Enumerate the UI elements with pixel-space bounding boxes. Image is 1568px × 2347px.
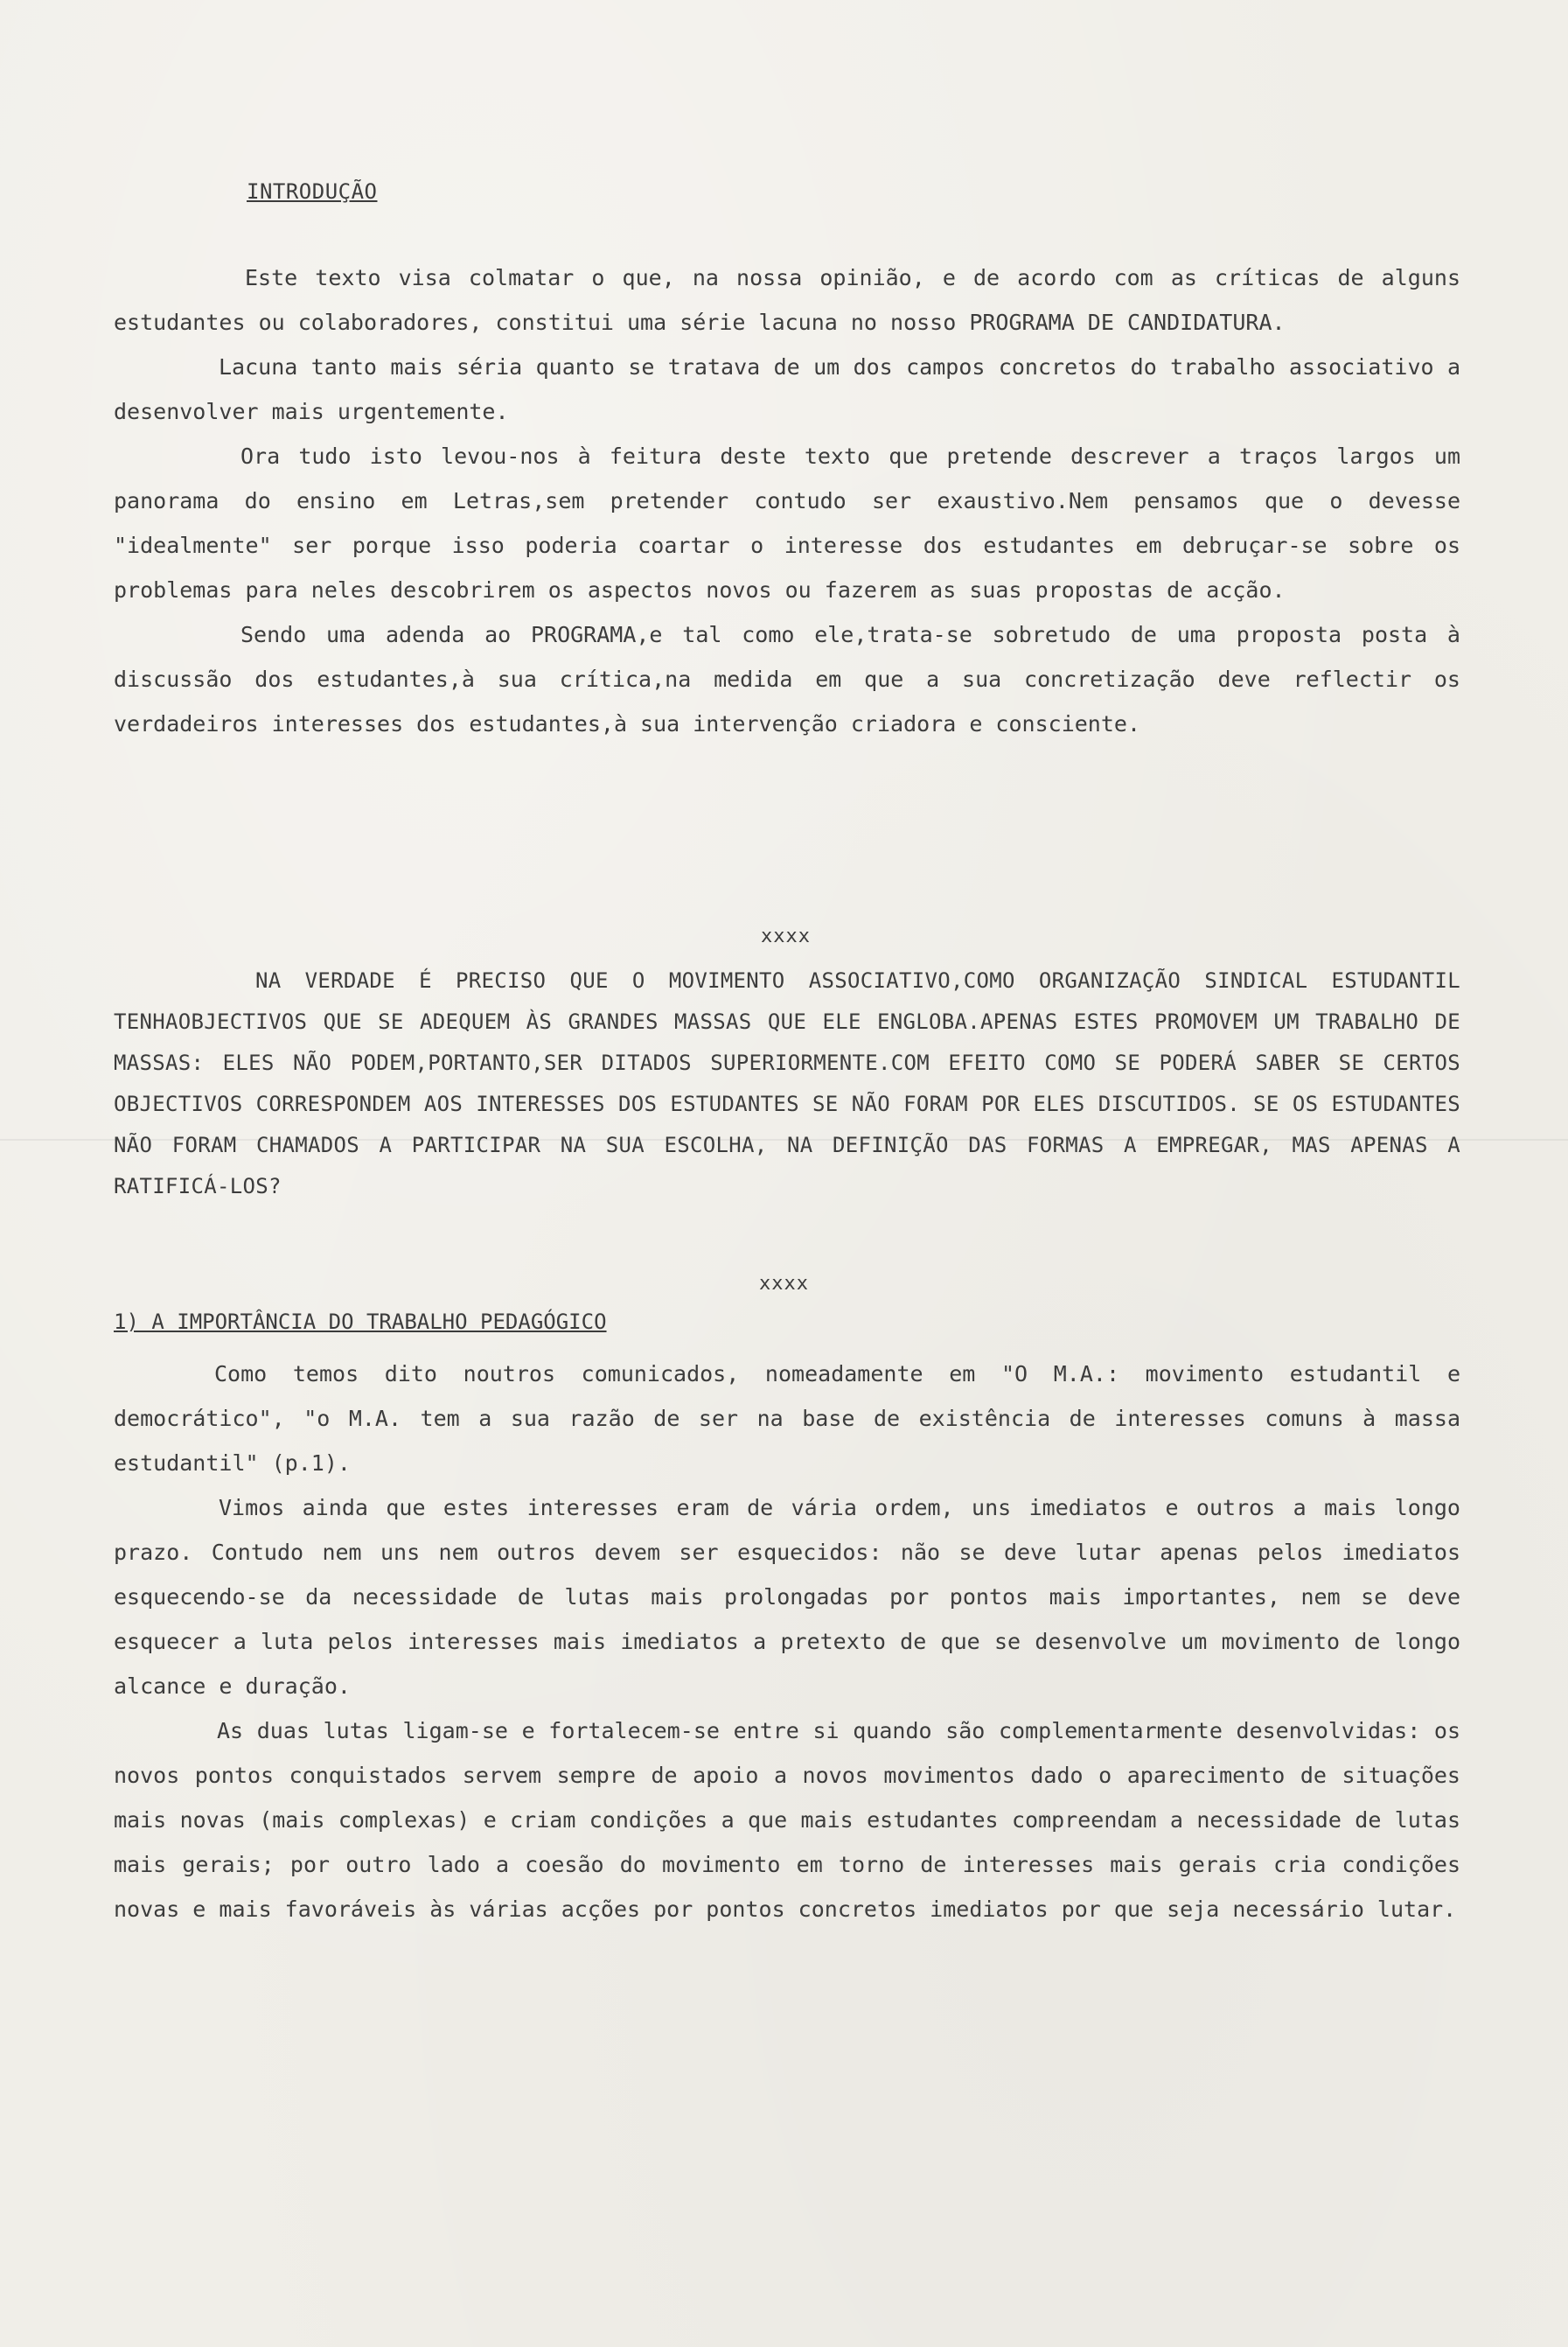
section1-title-block: [114, 1310, 1460, 1334]
section1-paragraph-1: Como temos dito noutros comunicados, nomeadamente em "O M.A.: movimento estudantil e democrático", "o M.A. tem a sua razão de ser na base de existência de interesses comuns à massa estudantil" (p.1).: [114, 1361, 1460, 1476]
intro-section: [114, 255, 1460, 746]
separator-1: xxxx: [761, 926, 811, 947]
intro-paragraph-1: Este texto visa colmatar o que, na nossa opinião, e de acordo com as críticas de alguns estudantes ou colaboradores, constitui uma série lacuna no nosso PROGRAMA DE CANDIDATURA.: [114, 265, 1460, 335]
section1-paragraph-2: Vimos ainda que estes interesses eram de vária ordem, uns imediatos e outros a mais longo prazo. Contudo nem uns nem outros devem ser esquecidos: não se deve lutar apenas pelos imediatos esquecendo-se da necessidade de lutas mais prolongadas por pontos mais importantes, nem se deve esquecer a luta pelos interesses mais imediatos a pretexto de que se desenvolve um movimento de longo alcance e duração.: [114, 1495, 1460, 1699]
section1-paragraph-3: As duas lutas ligam-se e fortalecem-se entre si quando são complementarmente desenvolvidas: os novos pontos conquistados servem sempre de apoio a novos movimentos dado o aparecimento de situações mais novas (mais complexas) e criam condições a que mais estudantes compreendam a necessidade de lutas mais gerais; por outro lado a coesão do movimento em torno de interesses mais gerais cria condições novas e mais favoráveis às várias acções por pontos concretos imediatos por que seja necessário lutar.: [114, 1718, 1460, 1922]
section1-body: [114, 1352, 1460, 1931]
intro-paragraph-4: Sendo uma adenda ao PROGRAMA,e tal como ele,trata-se sobretudo de uma proposta posta à discussão dos estudantes,à sua crítica,na medida em que a sua concretização deve reflectir os verdadeiros interesses dos estudantes,à sua intervenção criadora e consciente.: [114, 622, 1460, 737]
intro-title: INTRODUÇÃO: [247, 179, 378, 204]
intro-paragraph-3: Ora tudo isto levou-nos à feitura deste texto que pretende descrever a traços largos um panorama do ensino em Letras,sem pretender contudo ser exaustivo.Nem pensamos que o devesse "idealmente" ser porque isso poderia coartar o interesse dos estudantes em debruçar-se sobre os problemas para neles descobrirem os aspectos novos ou fazerem as suas propostas de acção.: [114, 444, 1460, 603]
caps-section: [114, 960, 1460, 1207]
caps-paragraph: NA VERDADE É PRECISO QUE O MOVIMENTO ASSOCIATIVO,COMO ORGANIZAÇÃO SINDICAL ESTUDANTIL TENHAOBJECTIVOS QUE SE ADEQUEM ÀS GRANDES MASSAS QUE ELE ENGLOBA.APENAS ESTES PROMOVEM UM TRABALHO DE MASSAS: ELES NÃO PODEM,PORTANTO,SER DITADOS SUPERIORMENTE.COM EFEITO COMO SE PODERÁ SABER SE CERTOS OBJECTIVOS CORRESPONDEM AOS INTERESSES DOS ESTUDANTES SE NÃO FORAM POR ELES DISCUTIDOS. SE OS ESTUDANTES NÃO FORAM CHAMADOS A PARTICIPAR NA SUA ESCOLHA, NA DEFINIÇÃO DAS FORMAS A EMPREGAR, MAS APENAS A RATIFICÁ-LOS?: [114, 968, 1460, 1198]
section1-title: 1) A IMPORTÂNCIA DO TRABALHO PEDAGÓGICO: [114, 1310, 607, 1334]
separator-2: xxxx: [759, 1273, 809, 1295]
intro-paragraph-2: Lacuna tanto mais séria quanto se tratava de um dos campos concretos do trabalho associativo a desenvolver mais urgentemente.: [114, 354, 1460, 424]
intro-title-block: [114, 179, 1460, 204]
